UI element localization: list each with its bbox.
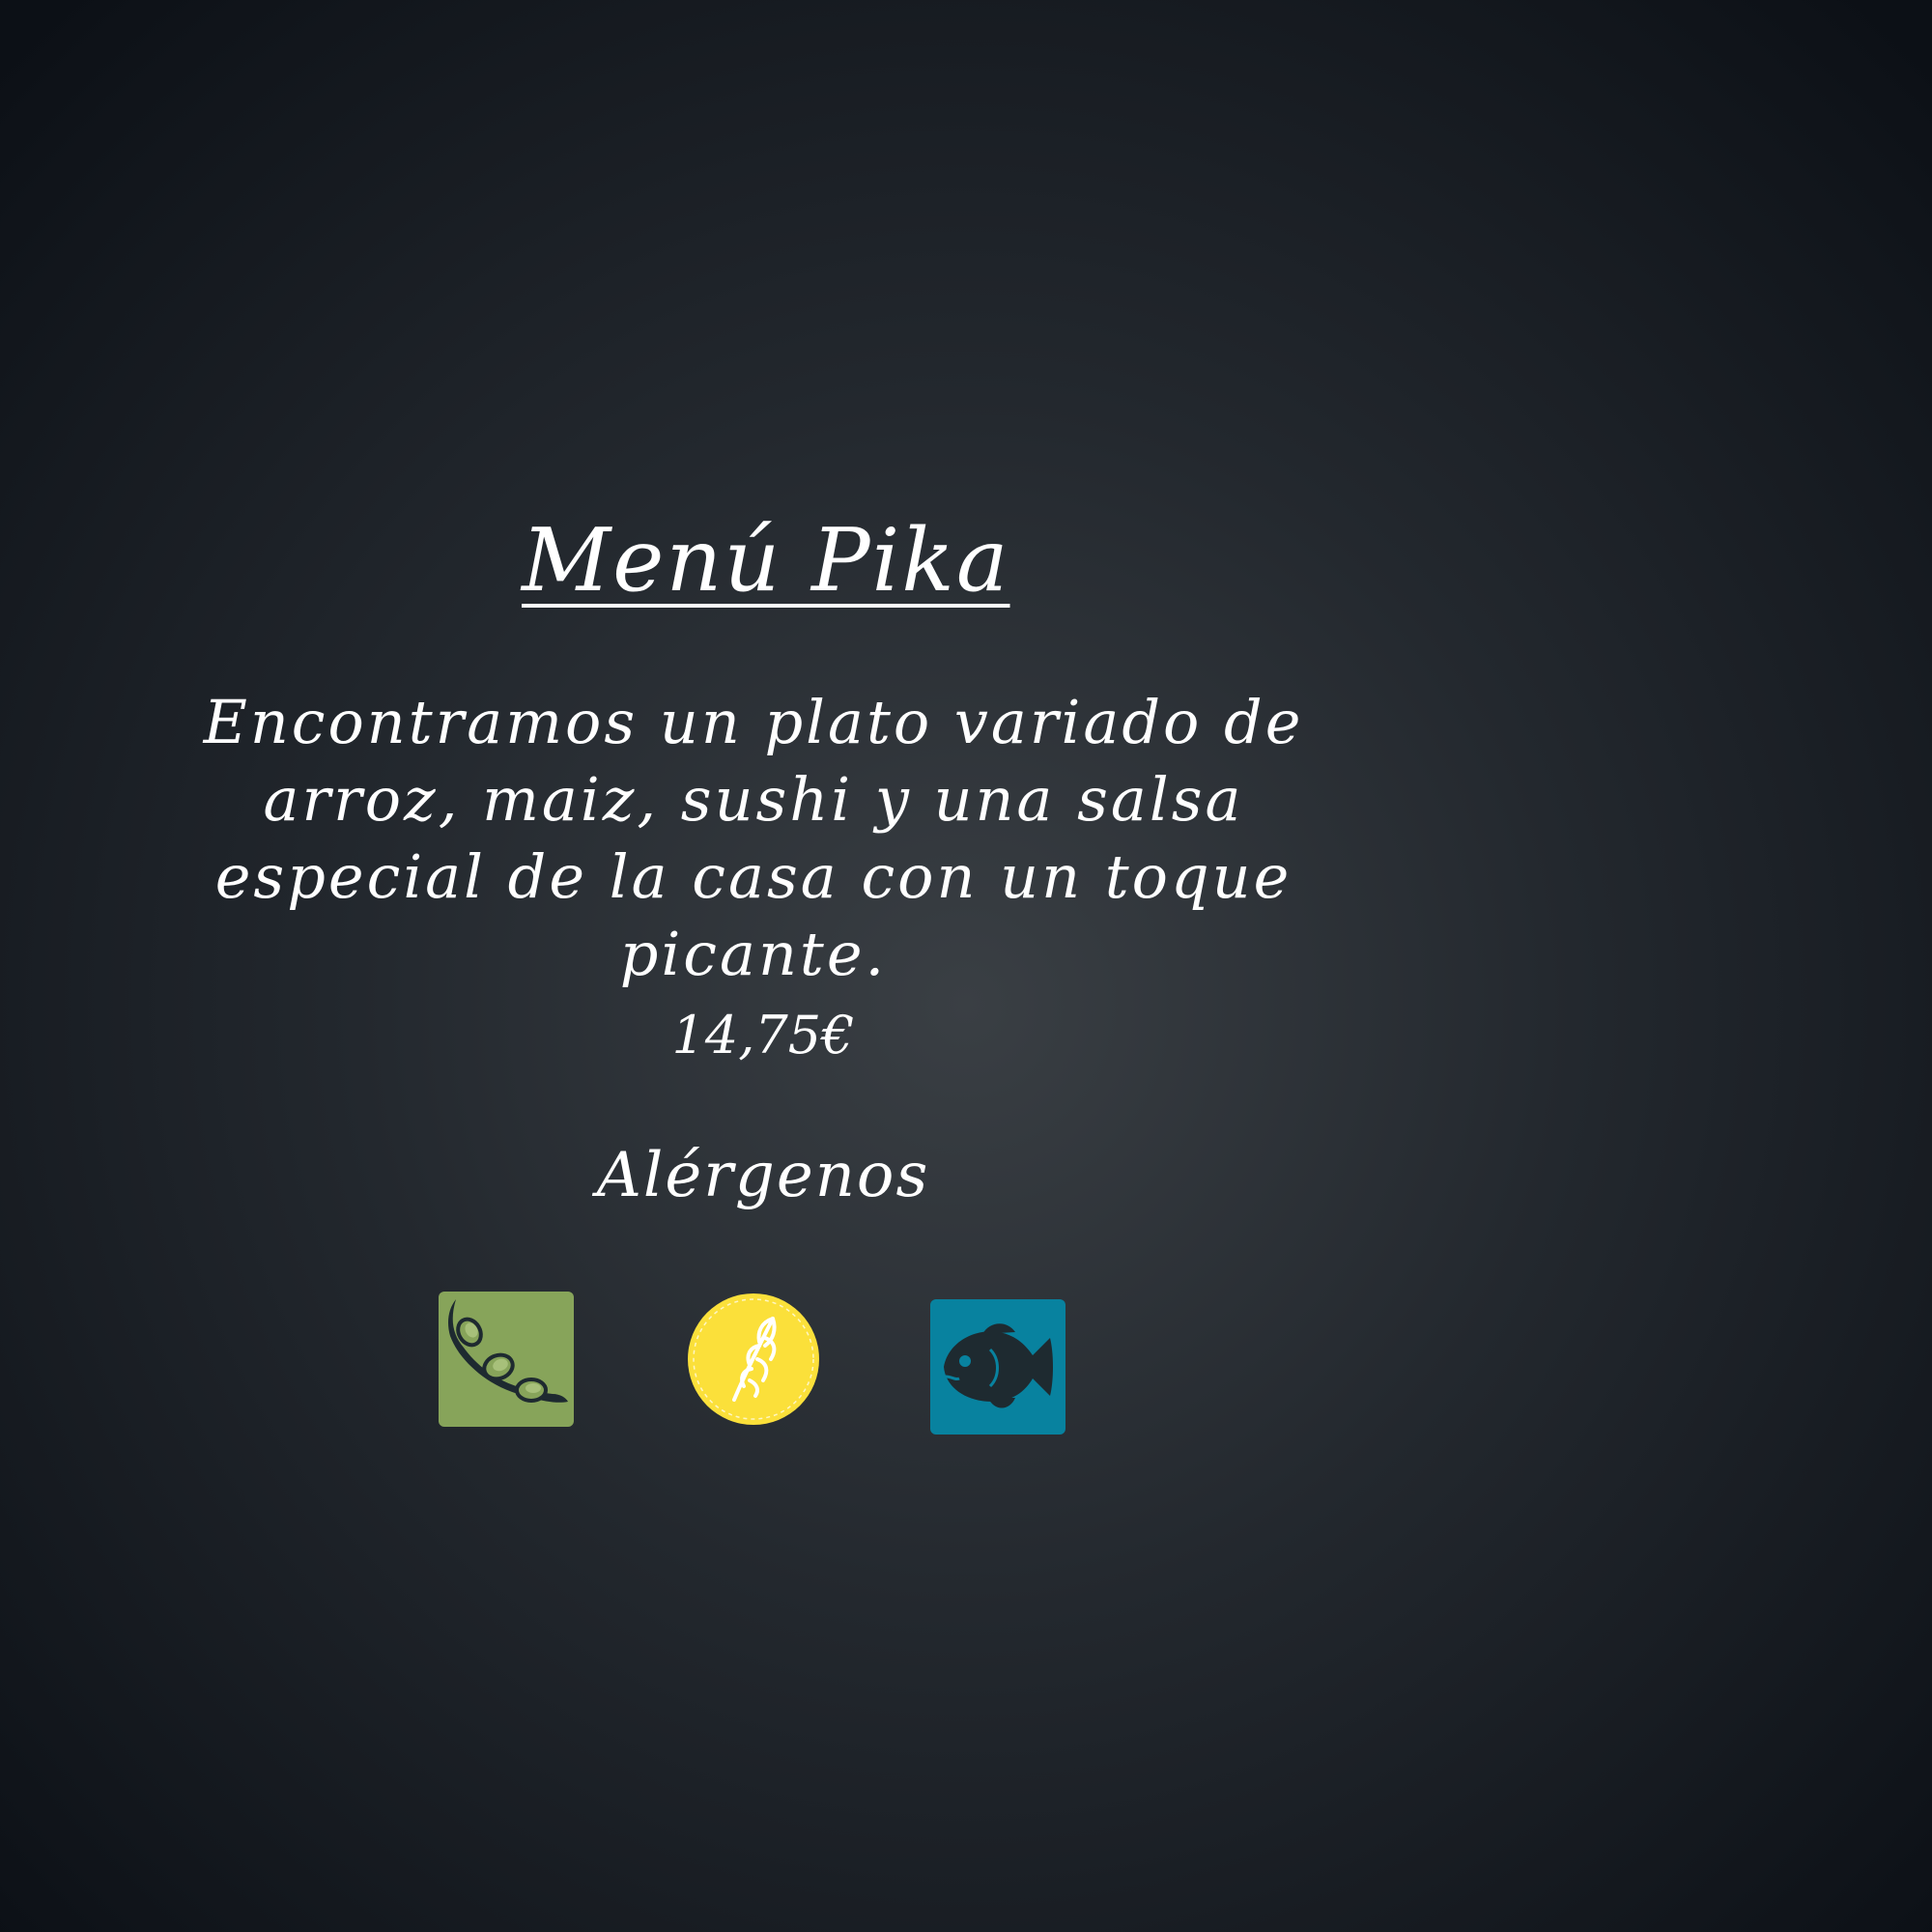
gluten-icon bbox=[686, 1292, 821, 1427]
fish-icon bbox=[930, 1299, 1065, 1435]
gluten-allergen-badge bbox=[686, 1292, 821, 1427]
menu-description: Encontramos un plato variado de arroz, maiz, sushi y una salsa especial de la casa con un toque picante. bbox=[203, 687, 1304, 989]
soy-icon bbox=[439, 1292, 574, 1427]
menu-price: 14,75€ bbox=[671, 1005, 855, 1065]
menu-title: Menú Pika bbox=[522, 510, 1010, 611]
soy-allergen-badge bbox=[439, 1292, 574, 1427]
allergens-heading: Alérgenos bbox=[596, 1140, 930, 1211]
fish-allergen-badge bbox=[930, 1299, 1065, 1435]
